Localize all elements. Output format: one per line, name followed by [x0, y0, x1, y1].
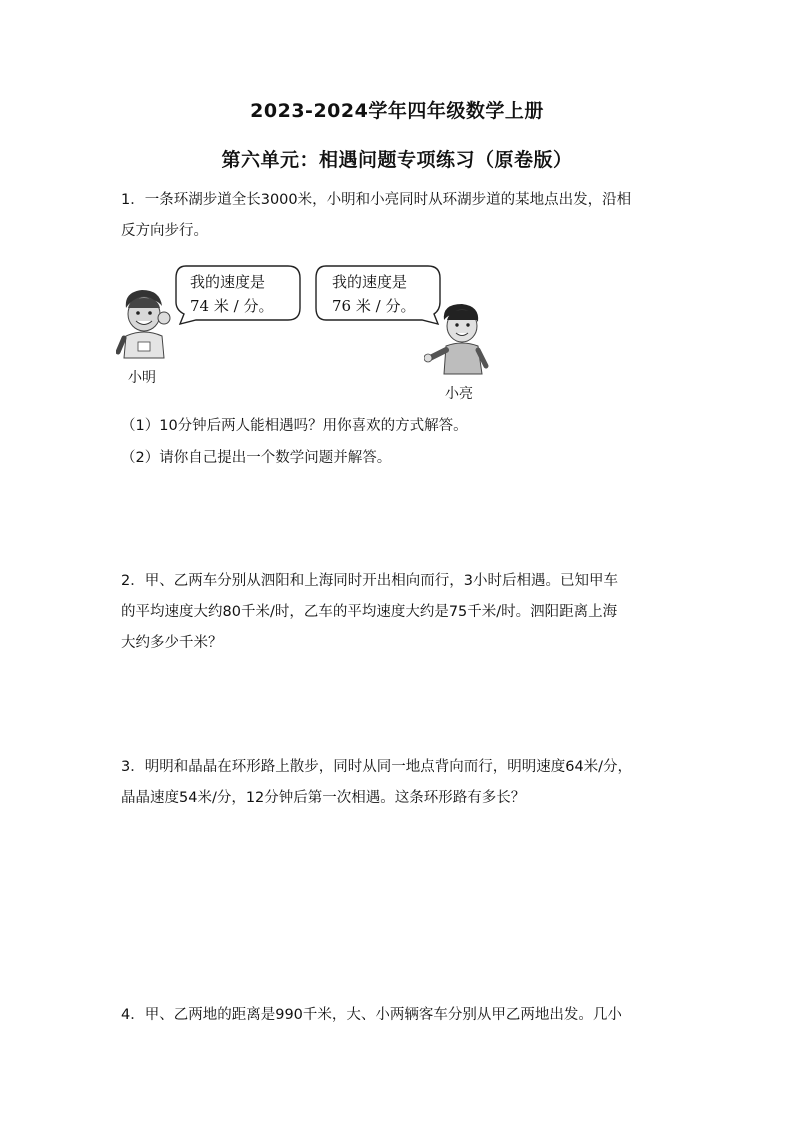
question-2-line-3: 大约多少千米？: [121, 635, 223, 651]
name-label-xiaoliang: 小亮: [445, 386, 473, 402]
question-2-text: [121, 566, 681, 659]
question-1-sub-1: （1）10分钟后两人能相遇吗？用你喜欢的方式解答。: [121, 418, 468, 434]
question-3-text: [121, 752, 681, 814]
speech-bubble-left: [172, 264, 302, 326]
name-label-xiaoming: 小明: [128, 370, 156, 386]
boy-xiaoming-illustration: [116, 286, 176, 366]
question-3-line-2: 晶晶速度54米/分，12分钟后第一次相遇。这条环形路有多长？: [121, 790, 526, 806]
question-1-text: [121, 185, 681, 247]
bubble-left-line-2: 74 米 / 分。: [190, 297, 274, 315]
bubble-left-line-1: 我的速度是: [190, 273, 266, 291]
bubble-right-line-2: 76 米 / 分。: [332, 297, 416, 315]
question-1-line-1: 1．一条环湖步道全长3000米，小明和小亮同时从环湖步道的某地点出发，沿相: [121, 192, 632, 208]
question-4-text: [121, 1000, 681, 1031]
boy-xiaoliang-illustration: [424, 300, 490, 380]
question-1-sub-2: （2）请你自己提出一个数学问题并解答。: [121, 450, 392, 466]
question-2-line-2: 的平均速度大约80千米/时，乙车的平均速度大约是75千米/时。泗阳距离上海: [121, 604, 618, 620]
page-subtitle: 第六单元：相遇问题专项练习（原卷版）: [221, 149, 573, 171]
question-2-line-1: 2．甲、乙两车分别从泗阳和上海同时开出相向而行，3小时后相遇。已知甲车: [121, 573, 618, 589]
bubble-right-line-1: 我的速度是: [332, 273, 408, 291]
page-title: 2023-2024学年四年级数学上册: [250, 100, 544, 122]
question-4-line-1: 4．甲、乙两地的距离是990千米，大、小两辆客车分别从甲乙两地出发。几小: [121, 1007, 622, 1023]
question-3-line-1: 3．明明和晶晶在环形路上散步，同时从同一地点背向而行，明明速度64米/分，: [121, 759, 633, 775]
question-1-line-2: 反方向步行。: [121, 223, 208, 239]
